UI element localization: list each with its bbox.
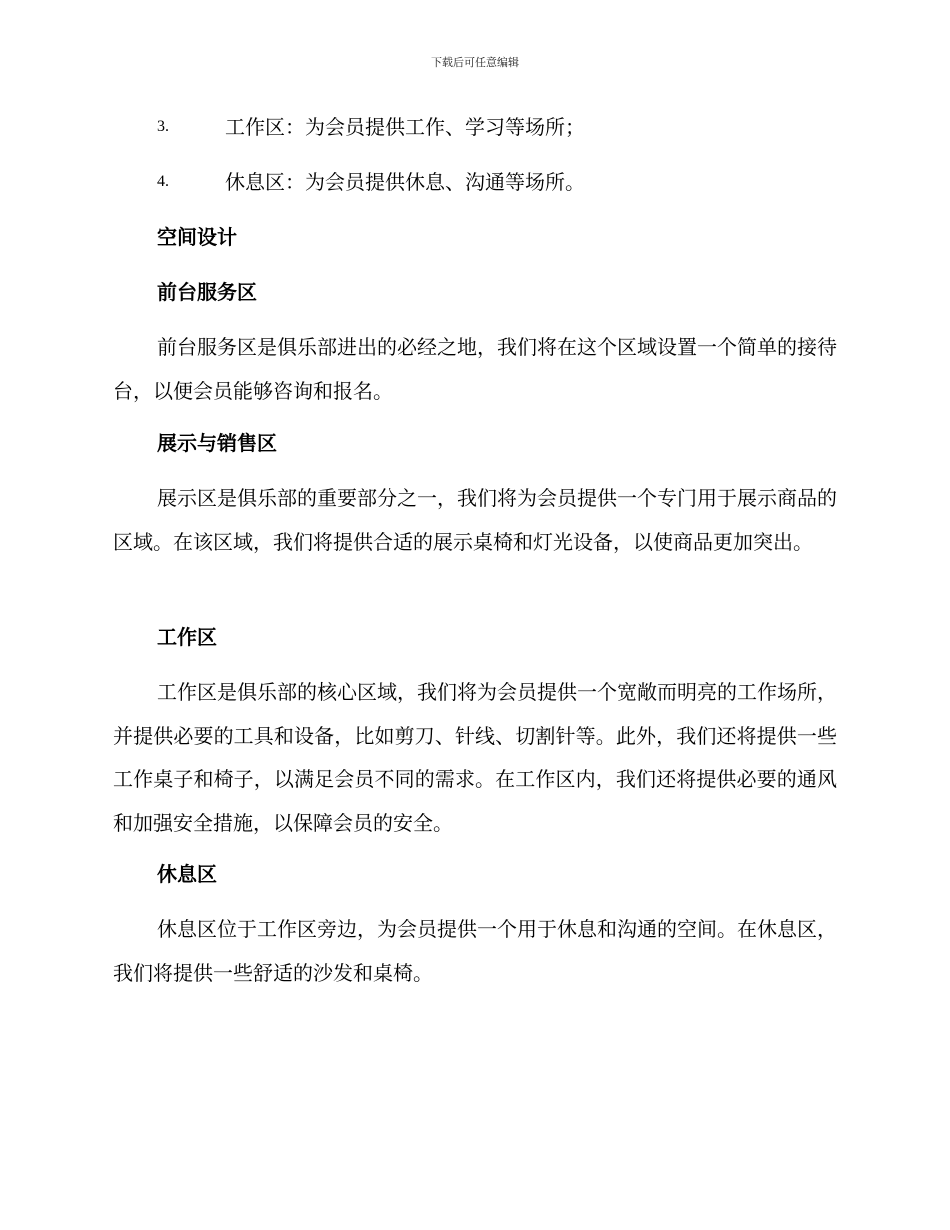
section-heading-rest: 休息区 <box>157 862 217 886</box>
section-heading-display: 展示与销售区 <box>157 431 277 455</box>
section-heading-work: 工作区 <box>157 625 217 649</box>
list-number: 3. <box>157 118 169 135</box>
page-header-note: 下载后可任意编辑 <box>431 56 519 69</box>
list-text: 休息区：为会员提供休息、沟通等场所。 <box>225 170 585 194</box>
paragraph-front-desk: 前台服务区是俱乐部进出的必经之地，我们将在这个区域设置一个简单的接待台，以便会员能够咨询和报名。 <box>113 335 837 403</box>
list-text: 工作区：为会员提供工作、学习等场所； <box>225 115 585 139</box>
list-number: 4. <box>157 173 169 190</box>
section-heading-space-design: 空间设计 <box>157 225 237 249</box>
section-heading-front-desk: 前台服务区 <box>157 280 257 304</box>
paragraph-rest: 休息区位于工作区旁边，为会员提供一个用于休息和沟通的空间。在休息区，我们将提供一些舒适的沙发和桌椅。 <box>113 917 837 985</box>
paragraph-work: 工作区是俱乐部的核心区域，我们将为会员提供一个宽敞而明亮的工作场所，并提供必要的工具和设备，比如剪刀、针线、切割针等。此外，我们还将提供一些工作桌子和椅子，以满足会员不同的需求。在工作区内，我们还将提供必要的通风和加强安全措施，以保障会员的安全。 <box>113 680 837 835</box>
paragraph-display: 展示区是俱乐部的重要部分之一，我们将为会员提供一个专门用于展示商品的区域。在该区域，我们将提供合适的展示桌椅和灯光设备，以使商品更加突出。 <box>113 486 837 554</box>
